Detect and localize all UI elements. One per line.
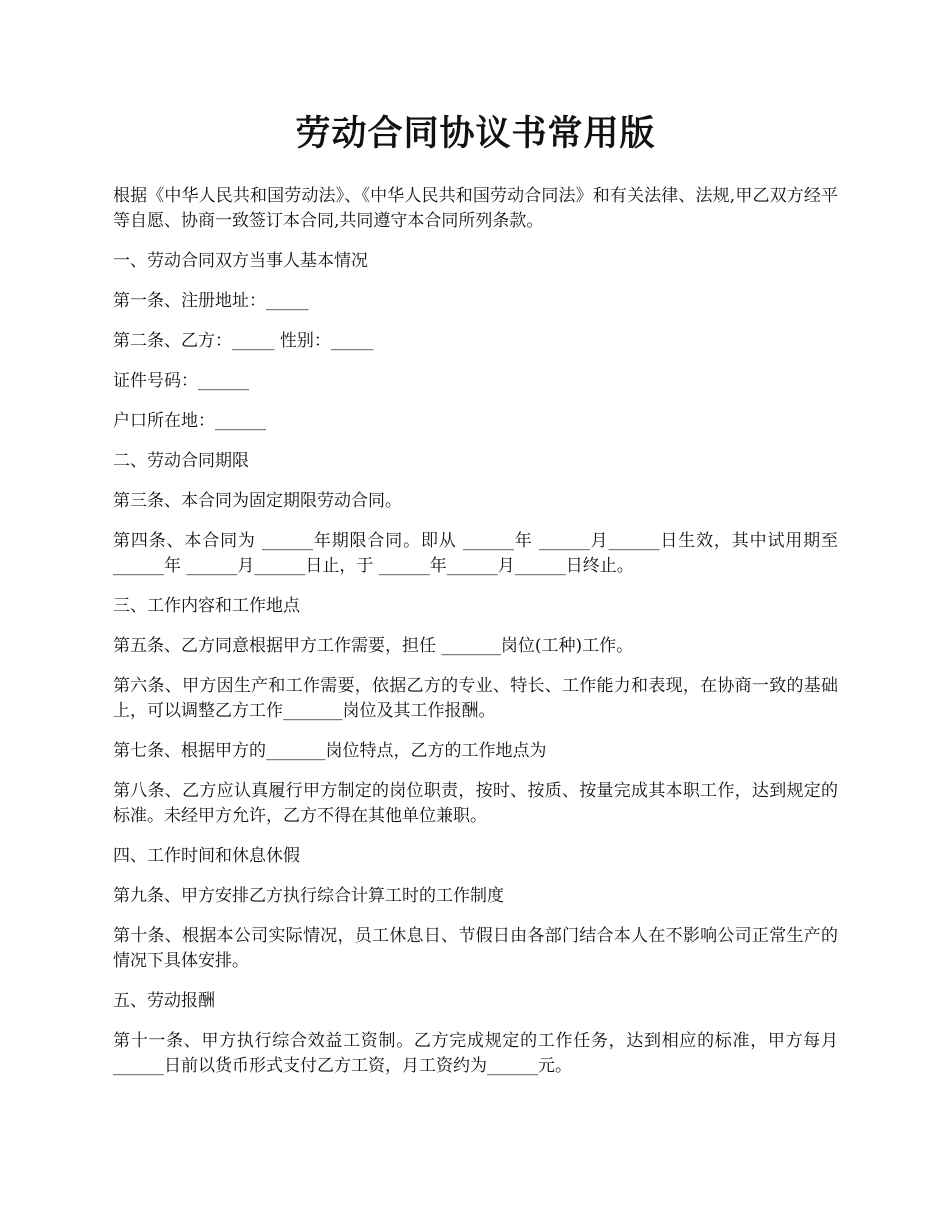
intro-paragraph: 根据《中华人民共和国劳动法》、《中华人民共和国劳动合同法》和有关法律、法规,甲乙双方经平等自愿、协商一致签订本合同,共同遵守本合同所列条款。 xyxy=(113,186,838,231)
id-number-line: 证件号码：______ xyxy=(113,371,249,391)
section-heading-term: 二、劳动合同期限 xyxy=(113,451,249,471)
clause-8: 第八条、乙方应认真履行甲方制定的岗位职责，按时、按质、按量完成其本职工作，达到规定的标准。未经甲方允许，乙方不得在其他单位兼职。 xyxy=(113,781,838,826)
clause-1: 第一条、注册地址：_____ xyxy=(113,291,309,311)
household-registration-line: 户口所在地：______ xyxy=(113,411,266,431)
clause-11: 第十一条、甲方执行综合效益工资制。乙方完成规定的工作任务，达到相应的标准，甲方每月______日前以货币形式支付乙方工资，月工资约为______元。 xyxy=(113,1031,838,1076)
section-heading-work-content: 三、工作内容和工作地点 xyxy=(113,596,300,616)
clause-7: 第七条、根据甲方的_______岗位特点，乙方的工作地点为 xyxy=(113,741,547,761)
clause-2: 第二条、乙方：_____ 性别：_____ xyxy=(113,331,374,351)
clause-5: 第五条、乙方同意根据甲方工作需要，担任 _______岗位(工种)工作。 xyxy=(113,636,634,656)
section-heading-working-hours: 四、工作时间和休息休假 xyxy=(113,846,300,866)
clause-6: 第六条、甲方因生产和工作需要，依据乙方的专业、特长、工作能力和表现，在协商一致的基础上，可以调整乙方工作_______岗位及其工作报酬。 xyxy=(113,676,838,721)
section-heading-parties: 一、劳动合同双方当事人基本情况 xyxy=(113,251,368,271)
section-heading-remuneration: 五、劳动报酬 xyxy=(113,991,215,1011)
clause-4: 第四条、本合同为 ______年期限合同。即从 ______年 ______月______日生效，其中试用期至 ______年 ______月______日止，于 ______年______月______日终止。 xyxy=(113,531,838,576)
clause-10: 第十条、根据本公司实际情况，员工休息日、节假日由各部门结合本人在不影响公司正常生产的情况下具体安排。 xyxy=(113,926,838,971)
clause-3: 第三条、本合同为固定期限劳动合同。 xyxy=(113,491,402,511)
clause-9: 第九条、甲方安排乙方执行综合计算工时的工作制度 xyxy=(113,886,504,906)
document-title: 劳动合同协议书常用版 xyxy=(295,113,656,154)
